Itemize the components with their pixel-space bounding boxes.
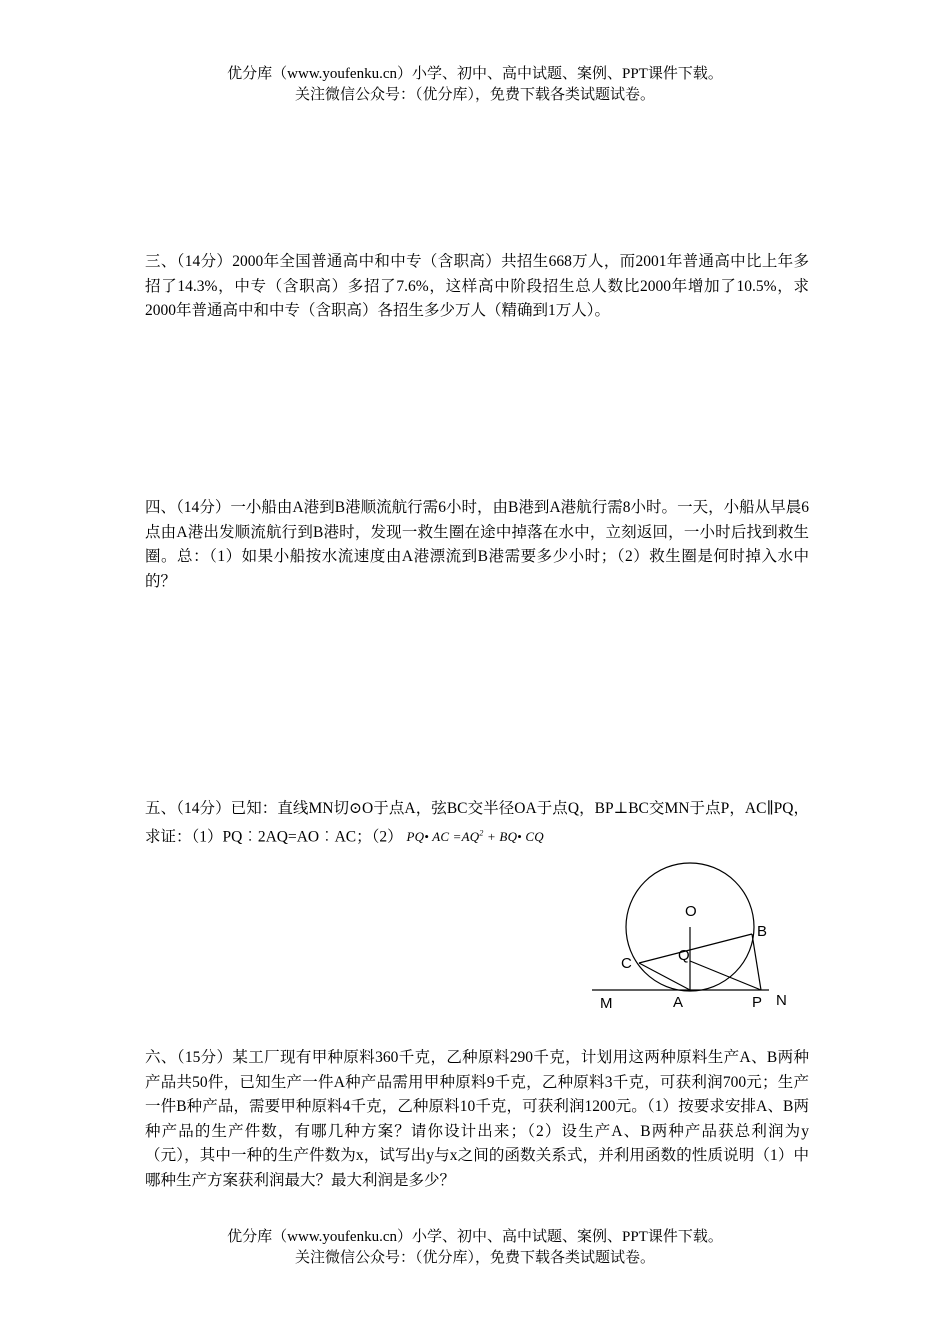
page-footer xyxy=(0,1227,950,1269)
problem-4-text: 四、（14分）一小船由A港到B港顺流航行需6小时，由B港到A港航行需8小时。一天，小船从早晨6点由A港出发顺流航行到B港时，发现一救生圈在途中掉落在水中，立刻返回，一小时后找到救生圈。总：（1）如果小船按水流速度由A港漂流到B港需要多少小时；（2）救生圈是何时掉入水中的？ xyxy=(145,499,809,590)
problem-6-text: 六、（15分）某工厂现有甲种原料360千克，乙种原料290千克，计划用这两种原料生产A、B两种产品共50件，已知生产一件A种产品需用甲种原料9千克，乙种原料3千克，可获利润700元；生产一件B种产品，需要甲种原料4千克，乙种原料10千克，可获利润1200元。（1）按要求安排A、B两种产品的生产件数，有哪几种方案？请你设计出来；（2）设生产A、B两种产品获总利润为y（元），其中一种的生产件数为x，试写出y与x之间的函数关系式，并利用函数的性质说明（1）中哪种生产方案获利润最大？最大利润是多少？ xyxy=(145,1049,809,1189)
footer-line-1: 优分库（www.youfenku.cn）小学、初中、高中试题、案例、PPT课件下载。 xyxy=(227,1229,723,1245)
geometry-figure xyxy=(586,856,801,1016)
problem-3-text: 三、（14分）2000年全国普通高中和中专（含职高）共招生668万人，而2001年普通高中比上年多招了14.3%，中专（含职高）多招了7.6%，这样高中阶段招生总人数比2000年增加了10.5%，求2000年普通高中和中专（含职高）各招生多少万人（精确到1万人）。 xyxy=(145,253,809,319)
label-n: N xyxy=(776,992,787,1009)
problem-5-text: 五、（14分）已知：直线MN切⊙O于点A，弦BC交半径OA于点Q，BP⊥BC交MN于点P，AC∥PQ，求证：（1）PQ︰2AQ=AO︰AC；（2） xyxy=(145,800,809,845)
page-header xyxy=(0,64,950,106)
header-line-2: 关注微信公众号：（优分库），免费下载各类试题试卷。 xyxy=(294,87,655,103)
label-a: A xyxy=(673,994,684,1011)
header-line-1: 优分库（www.youfenku.cn）小学、初中、高中试题、案例、PPT课件下载。 xyxy=(227,66,723,82)
segment-bp xyxy=(752,934,761,990)
formula-exponent: 2 xyxy=(479,828,484,838)
problem-4 xyxy=(145,496,809,594)
formula-rhs: + BQ• CQ xyxy=(483,828,544,844)
label-m: M xyxy=(600,995,613,1012)
chord-bc xyxy=(639,934,752,963)
label-o: O xyxy=(685,903,697,920)
formula-lhs: PQ• AC =AQ xyxy=(406,828,480,844)
problem-3 xyxy=(145,250,809,324)
problem-6 xyxy=(145,1046,809,1193)
footer-line-2: 关注微信公众号：（优分库），免费下载各类试题试卷。 xyxy=(294,1250,655,1266)
problem-5 xyxy=(145,797,809,849)
problem-5-formula xyxy=(407,829,544,844)
label-p: P xyxy=(752,994,763,1011)
label-q: Q xyxy=(678,947,690,964)
label-c: C xyxy=(621,955,632,972)
label-b: B xyxy=(757,923,768,940)
segment-pq xyxy=(690,961,761,990)
